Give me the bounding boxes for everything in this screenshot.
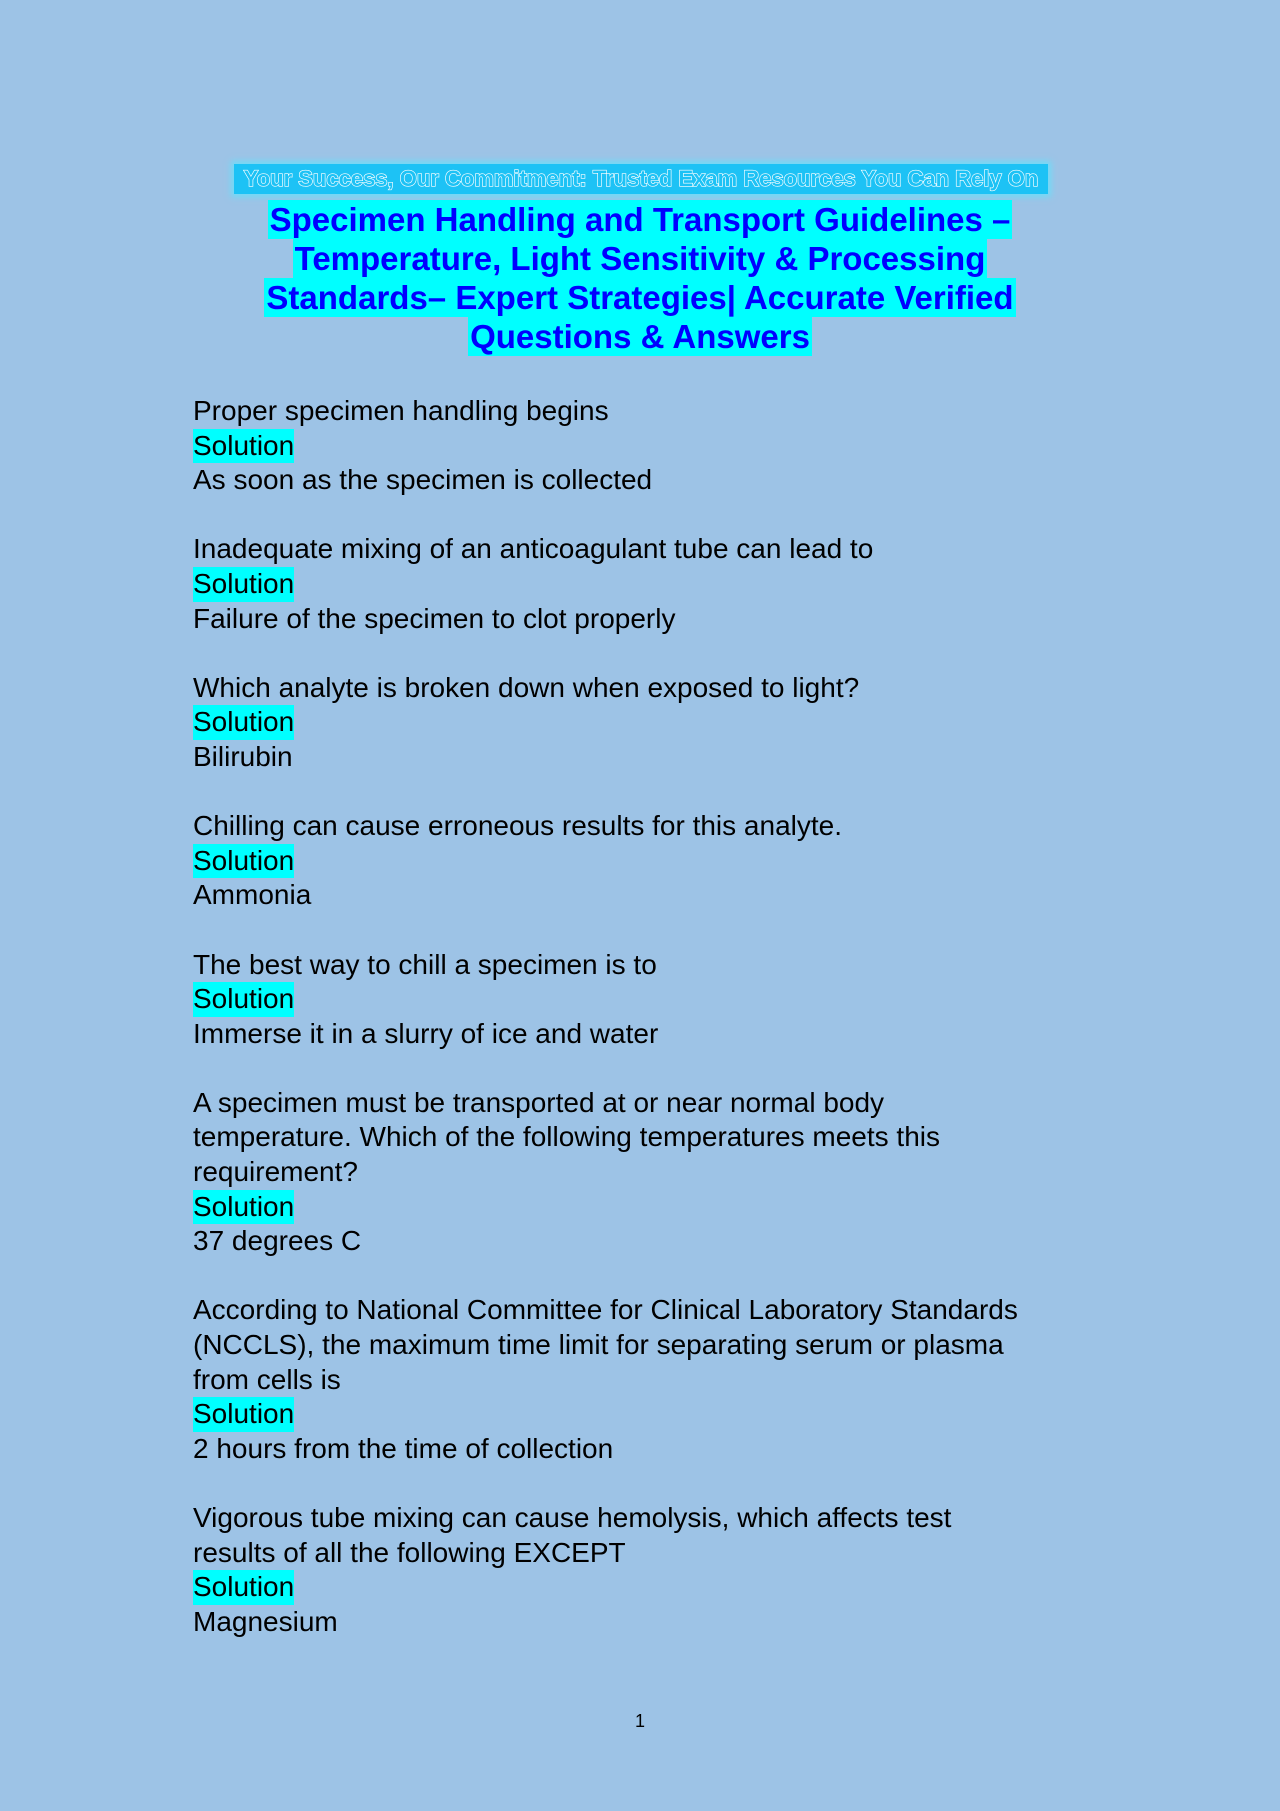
title-line: Standards– Expert Strategies| Accurate Verified: [266, 279, 1014, 316]
solution-label: Solution: [193, 1190, 294, 1225]
question-text: results of all the following EXCEPT: [193, 1536, 626, 1568]
answer-text: As soon as the specimen is collected: [193, 464, 653, 496]
solution-label: Solution: [193, 1397, 294, 1432]
answer-text: Ammonia: [193, 879, 312, 911]
question-text: temperature. Which of the following temperatures meets this: [193, 1121, 941, 1153]
qa-item: [193, 671, 1093, 775]
answer-text: 2 hours from the time of collection: [193, 1432, 614, 1464]
document-title: [180, 200, 1100, 356]
solution-label: Solution: [193, 982, 294, 1017]
answer-text: Failure of the specimen to clot properly: [193, 602, 676, 634]
question-text: requirement?: [193, 1156, 358, 1188]
solution-label: Solution: [193, 844, 294, 879]
answer-text: Bilirubin: [193, 740, 293, 772]
question-text: A specimen must be transported at or near normal body: [193, 1086, 885, 1118]
qa-list: [193, 394, 1093, 1674]
question-text: Chilling can cause erroneous results for this analyte.: [193, 810, 843, 842]
question-text: Inadequate mixing of an anticoagulant tube can lead to: [193, 533, 874, 565]
answer-text: Immerse it in a slurry of ice and water: [193, 1017, 659, 1049]
qa-item: [193, 532, 1093, 636]
solution-label: Solution: [193, 705, 294, 740]
title-line: Temperature, Light Sensitivity & Processing: [294, 240, 986, 277]
qa-item: [193, 1086, 1093, 1259]
header-banner: Your Success, Our Commitment: Trusted Exam Resources You Can Rely On: [234, 164, 1049, 194]
question-text: Proper specimen handling begins: [193, 395, 609, 426]
question-text: (NCCLS), the maximum time limit for separating serum or plasma: [193, 1329, 1004, 1361]
question-text: According to National Committee for Clinical Laboratory Standards: [193, 1294, 1018, 1326]
question-text: Which analyte is broken down when exposed to light?: [193, 671, 860, 703]
solution-label: Solution: [193, 1570, 294, 1605]
title-line: Specimen Handling and Transport Guidelines –: [269, 201, 1011, 238]
question-text: The best way to chill a specimen is to: [193, 948, 657, 980]
qa-item: [193, 1501, 1093, 1639]
answer-text: Magnesium: [193, 1605, 338, 1637]
header-banner-wrap: [196, 164, 1086, 194]
title-line: Questions & Answers: [470, 318, 810, 355]
answer-text: 37 degrees C: [193, 1225, 362, 1257]
qa-item: [193, 1293, 1093, 1466]
solution-label: Solution: [193, 429, 294, 464]
qa-item: [193, 394, 1093, 498]
question-text: Vigorous tube mixing can cause hemolysis, which affects test: [193, 1502, 952, 1533]
page-number: 1: [634, 1711, 645, 1731]
solution-label: Solution: [193, 567, 294, 602]
qa-item: [193, 948, 1093, 1052]
qa-item: [193, 809, 1093, 913]
question-text: from cells is: [193, 1363, 341, 1395]
